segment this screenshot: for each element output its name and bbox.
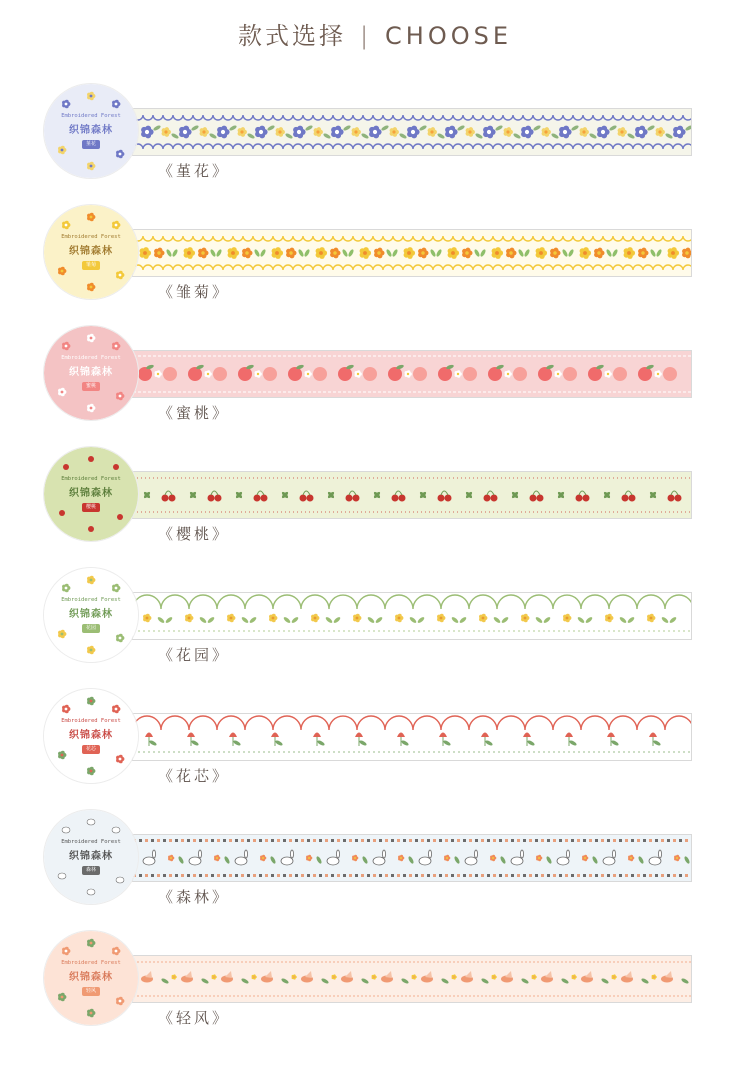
style-name: 《堇花》 xyxy=(158,162,231,180)
style-name: 《蜜桃》 xyxy=(158,404,231,422)
roll-style-tag: 轻风 xyxy=(82,987,100,996)
roll-style-tag: 蜜桃 xyxy=(82,382,100,391)
roll-brand-cn: 织锦森林 xyxy=(69,367,113,378)
tape-roll xyxy=(44,810,138,904)
tape-roll xyxy=(44,689,138,783)
tape-pattern xyxy=(133,109,691,155)
style-option[interactable] xyxy=(0,689,750,810)
style-option[interactable] xyxy=(0,568,750,689)
style-name: 《森林》 xyxy=(158,888,231,906)
style-option[interactable] xyxy=(0,84,750,205)
tape-strip xyxy=(132,108,692,156)
style-option[interactable] xyxy=(0,810,750,931)
tape-pattern xyxy=(133,956,691,1002)
roll-style-tag: 森林 xyxy=(82,866,100,875)
tape-roll xyxy=(44,568,138,662)
roll-brand-en: Embroidered Forest xyxy=(61,113,121,119)
roll-brand-cn: 织锦森林 xyxy=(69,851,113,862)
tape-pattern xyxy=(133,230,691,276)
roll-brand-en: Embroidered Forest xyxy=(61,960,121,966)
tape-roll xyxy=(44,84,138,178)
roll-style-tag: 花芯 xyxy=(82,745,100,754)
roll-brand-en: Embroidered Forest xyxy=(61,234,121,240)
tape-pattern xyxy=(133,714,691,760)
tape-roll xyxy=(44,205,138,299)
roll-brand-cn: 织锦森林 xyxy=(69,125,113,136)
roll-brand-en: Embroidered Forest xyxy=(61,839,121,845)
style-name: 《花园》 xyxy=(158,646,231,664)
style-option[interactable] xyxy=(0,931,750,1052)
page-header xyxy=(0,18,750,58)
roll-style-tag: 花园 xyxy=(82,624,100,633)
tape-roll xyxy=(44,931,138,1025)
roll-brand-cn: 织锦森林 xyxy=(69,972,113,983)
tape-strip xyxy=(132,229,692,277)
roll-brand-en: Embroidered Forest xyxy=(61,355,121,361)
style-name: 《雏菊》 xyxy=(158,283,231,301)
header-title-en: CHOOSE xyxy=(385,22,513,50)
style-name: 《花芯》 xyxy=(158,767,231,785)
tape-strip xyxy=(132,713,692,761)
tape-pattern xyxy=(133,593,691,639)
tape-pattern xyxy=(133,835,691,881)
style-name: 《轻风》 xyxy=(158,1009,231,1027)
roll-style-tag: 堇花 xyxy=(82,140,100,149)
roll-brand-cn: 织锦森林 xyxy=(69,609,113,620)
header-title-cn: 款式选择 xyxy=(237,22,346,50)
style-option[interactable] xyxy=(0,447,750,568)
tape-strip xyxy=(132,955,692,1003)
roll-brand-cn: 织锦森林 xyxy=(69,488,113,499)
tape-strip xyxy=(132,350,692,398)
tape-strip xyxy=(132,471,692,519)
tape-strip xyxy=(132,834,692,882)
roll-brand-cn: 织锦森林 xyxy=(69,246,113,257)
tape-roll xyxy=(44,447,138,541)
tape-pattern xyxy=(133,351,691,397)
roll-brand-en: Embroidered Forest xyxy=(61,597,121,603)
style-option[interactable] xyxy=(0,326,750,447)
style-name: 《樱桃》 xyxy=(158,525,231,543)
tape-roll xyxy=(44,326,138,420)
roll-brand-en: Embroidered Forest xyxy=(61,476,121,482)
header-separator: | xyxy=(359,22,372,50)
tape-strip xyxy=(132,592,692,640)
tape-pattern xyxy=(133,472,691,518)
roll-style-tag: 雏菊 xyxy=(82,261,100,270)
roll-brand-cn: 织锦森林 xyxy=(69,730,113,741)
style-option[interactable] xyxy=(0,205,750,326)
roll-style-tag: 樱桃 xyxy=(82,503,100,512)
roll-brand-en: Embroidered Forest xyxy=(61,718,121,724)
